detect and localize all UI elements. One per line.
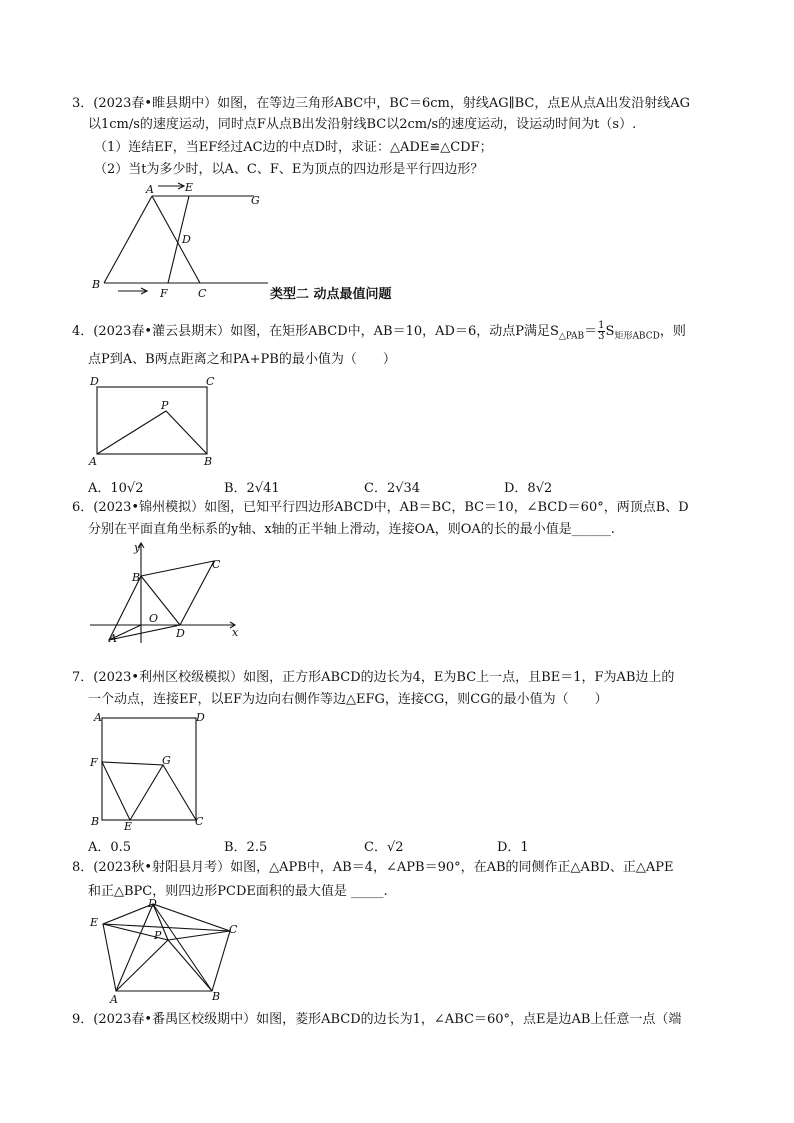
label-c: C [195,815,204,828]
segment-cp [168,931,230,940]
q3-line4: （2）当t为多少时，以A、C、F、E为顶点的四边形是平行四边形？ [94,162,484,177]
label-d: D [148,897,157,910]
segment-ap [116,940,168,991]
q4-tail: ，则 [659,324,686,339]
side-ab [104,196,152,283]
q9-line1: 9．(2023春•番禺区校级期中）如图，菱形ABCD的边长为1，∠ABC＝60°，点E是边AB上任意一点（端 [72,1012,682,1027]
label-d: D [182,233,191,246]
label-g: G [251,194,260,207]
q8-figure [86,896,246,1006]
q4-eq: ＝ [584,324,598,339]
label-o: O [149,612,159,625]
q6-line1: 6．(2023•锦州模拟）如图，已知平行四边形ABCD中，AB＝BC，BC＝10，∠BCD＝60°，两顶点B、D [72,500,689,515]
q4-sub2: 矩形ABCD [614,331,660,342]
label-b: B [132,571,141,584]
q8-line1: 8．(2023秋•射阳县月考）如图，△APB中，AB＝4，∠APB＝90°，在AB的同侧作正△ABD、正△APE [72,860,674,875]
label-c: C [198,287,207,300]
segment-cg [163,765,196,820]
q6-figure [86,538,246,648]
label-x: x [232,626,239,639]
q4-s2: S [605,324,615,339]
label-c: C [212,558,221,571]
label-b: B [204,455,213,468]
q7-line1: 7．(2023•利州区校级模拟）如图，正方形ABCD的边长为4，E为BC上一点，且BE＝1，F为AB边上的 [72,670,675,685]
label-d: D [90,375,99,388]
q4-figure [86,372,226,472]
q4-option-a: A．10√2 [88,481,144,496]
label-a: A [146,183,154,196]
square-abcd [102,718,196,820]
label-d: D [176,627,185,640]
label-a: A [110,993,118,1006]
label-g: G [162,754,171,767]
q7-option-b: B．2.5 [224,840,268,855]
label-a: A [94,711,102,724]
label-e: E [185,181,194,194]
q4-option-b: B．2√41 [224,481,280,496]
segment-bd [153,904,212,991]
q4-frac-num: 1 [598,320,605,331]
label-b: B [92,278,101,291]
label-e: E [90,916,99,929]
label-b: B [212,990,221,1003]
q6-line2: 分别在平面直角坐标系的y轴、x轴的正半轴上滑动，连接OA，则OA的长的最小值是______. [88,522,615,537]
label-p: P [161,399,169,412]
label-d: D [196,711,205,724]
q4-sub1: △PAB [558,331,585,342]
segment-bp [168,940,212,991]
q4-line2: 点P到A、B两点距离之和PA+PB的最小值为（ ） [88,352,396,367]
q3-line1: 3．(2023春•睢县期中）如图，在等边三角形ABC中，BC＝6cm，射线AG∥BC，点E从点A出发沿射线AG [72,96,691,111]
label-f: F [160,287,168,300]
q7-option-a: A．0.5 [88,840,132,855]
diagonal-bd [141,576,180,625]
label-c: C [206,375,215,388]
label-f: F [90,756,98,769]
q4-option-d: D．8√2 [504,481,553,496]
triangle-efg [102,762,163,820]
label-a: A [89,455,97,468]
label-b: B [91,815,100,828]
q3-line2: 以1cm/s的速度运动，同时点F从点B出发沿射线BC以2cm/s的速度运动，设运动时间为t（s）. [88,117,637,132]
q4-line1-text: 4．(2023春•灌云县期末）如图，在矩形ABCD中，AB＝10，AD＝6，动点P满足S [72,324,559,339]
q4-line1 [72,321,686,345]
q7-option-c: C．√2 [364,840,404,855]
q7-option-d: D．1 [497,840,529,855]
q8-line2: 和正△BPC，则四边形PCDE面积的最大值是 _____. [88,884,388,899]
q3-figure [88,180,288,300]
segments-pa-pb [97,411,207,454]
q7-line2: 一个动点，连接EF，以EF为边向右侧作等边△EFG，连接CG，则CG的最小值为（ ） [88,692,608,707]
section-heading: 类型二 动点最值问题 [270,287,392,302]
label-y: y [134,541,141,554]
label-a: A [109,632,117,645]
q4-option-c: C．2√34 [364,481,421,496]
label-p: P [154,929,162,942]
q3-line3: （1）连结EF，当EF经过AC边的中点D时，求证：△ADE≌△CDF； [94,140,493,155]
segment-ec [103,924,230,931]
label-e: E [124,820,133,833]
q4-fraction [598,321,604,342]
label-c: C [229,923,238,936]
parallelogram-bcda [109,561,214,640]
side-ac [152,196,200,283]
q7-figure [86,706,216,832]
q4-frac-den: 3 [598,331,605,342]
